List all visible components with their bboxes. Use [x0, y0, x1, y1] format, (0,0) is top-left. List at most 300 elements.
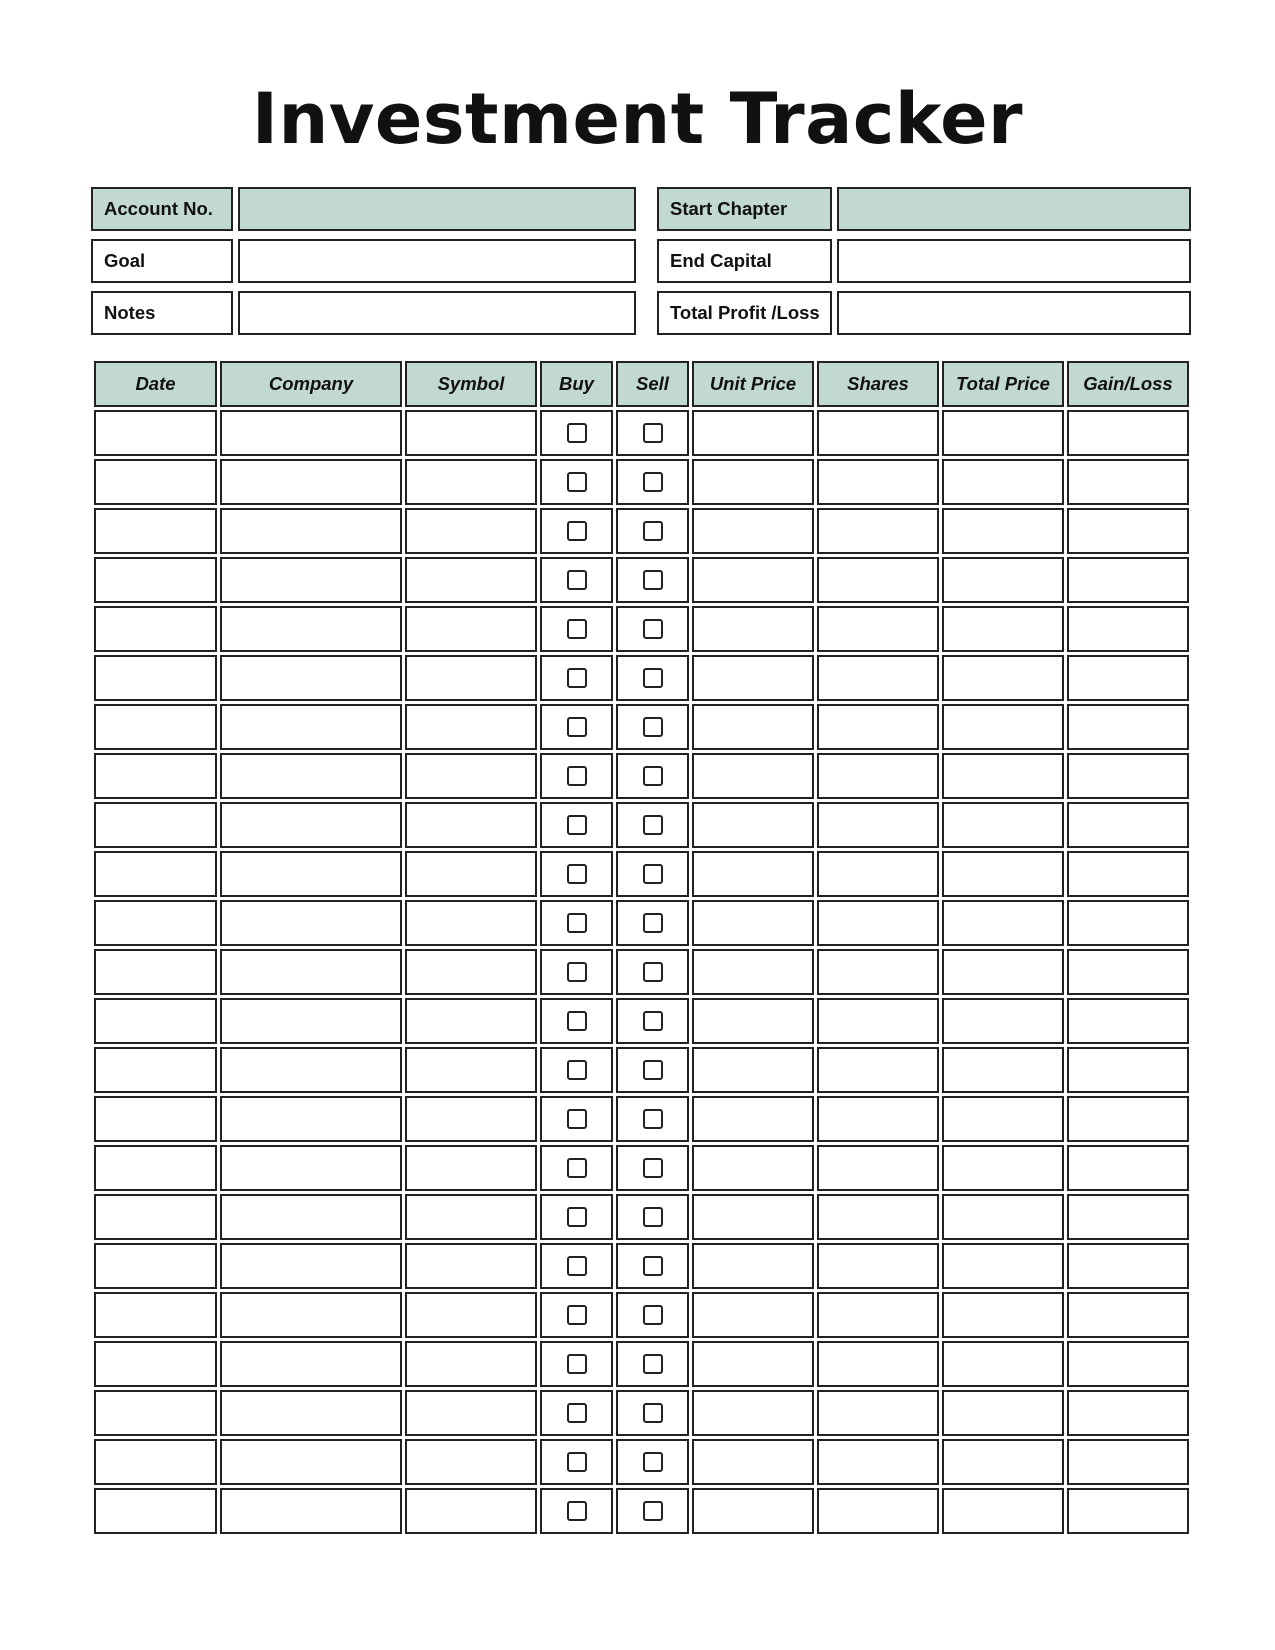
buy-cell[interactable]	[540, 851, 613, 897]
unit-price-cell[interactable]	[692, 508, 814, 554]
unit-price-cell[interactable]	[692, 1341, 814, 1387]
unit-price-cell[interactable]	[692, 1439, 814, 1485]
buy-checkbox[interactable]	[567, 962, 587, 982]
unit-price-cell[interactable]	[692, 1047, 814, 1093]
company-cell[interactable]	[220, 1341, 402, 1387]
buy-cell[interactable]	[540, 1243, 613, 1289]
gain-loss-cell[interactable]	[1067, 1488, 1189, 1534]
total-price-cell[interactable]	[942, 1488, 1064, 1534]
col-header-shares: Shares	[817, 361, 939, 407]
buy-cell[interactable]	[540, 998, 613, 1044]
buy-cell[interactable]	[540, 1341, 613, 1387]
date-cell[interactable]	[94, 606, 217, 652]
info-row-goal	[91, 239, 636, 285]
unit-price-cell[interactable]	[692, 557, 814, 603]
buy-cell[interactable]	[540, 459, 613, 505]
total-price-cell[interactable]	[942, 753, 1064, 799]
total-price-cell[interactable]	[942, 949, 1064, 995]
sell-cell[interactable]	[616, 1390, 689, 1436]
company-cell[interactable]	[220, 1292, 402, 1338]
shares-cell[interactable]	[817, 557, 939, 603]
sell-checkbox[interactable]	[643, 1403, 663, 1423]
sell-cell[interactable]	[616, 1341, 689, 1387]
shares-cell[interactable]	[817, 1047, 939, 1093]
shares-cell[interactable]	[817, 753, 939, 799]
company-cell[interactable]	[220, 949, 402, 995]
end-capital-label: End Capital	[657, 239, 832, 283]
gain-loss-cell[interactable]	[1067, 655, 1189, 701]
total-price-cell[interactable]	[942, 1194, 1064, 1240]
symbol-cell[interactable]	[405, 1292, 537, 1338]
buy-cell[interactable]	[540, 1439, 613, 1485]
company-cell[interactable]	[220, 704, 402, 750]
total-price-cell[interactable]	[942, 1390, 1064, 1436]
shares-cell[interactable]	[817, 1194, 939, 1240]
shares-cell[interactable]	[817, 1488, 939, 1534]
gain-loss-cell[interactable]	[1067, 1096, 1189, 1142]
col-header-company: Company	[220, 361, 402, 407]
buy-checkbox[interactable]	[567, 913, 587, 933]
buy-cell[interactable]	[540, 1194, 613, 1240]
total-profit-loss-label: Total Profit /Loss	[657, 291, 832, 335]
buy-checkbox[interactable]	[567, 766, 587, 786]
sell-cell[interactable]	[616, 1292, 689, 1338]
shares-cell[interactable]	[817, 459, 939, 505]
company-cell[interactable]	[220, 1243, 402, 1289]
gain-loss-cell[interactable]	[1067, 557, 1189, 603]
total-price-cell[interactable]	[942, 459, 1064, 505]
buy-checkbox[interactable]	[567, 815, 587, 835]
shares-cell[interactable]	[817, 1341, 939, 1387]
date-cell[interactable]	[94, 557, 217, 603]
start-chapter-field[interactable]	[837, 187, 1191, 231]
sell-checkbox[interactable]	[643, 913, 663, 933]
sell-checkbox[interactable]	[643, 815, 663, 835]
sell-checkbox[interactable]	[643, 472, 663, 492]
sell-checkbox[interactable]	[643, 521, 663, 541]
gain-loss-cell[interactable]	[1067, 1194, 1189, 1240]
company-cell[interactable]	[220, 459, 402, 505]
total-price-cell[interactable]	[942, 704, 1064, 750]
gain-loss-cell[interactable]	[1067, 1341, 1189, 1387]
sell-cell[interactable]	[616, 410, 689, 456]
gain-loss-cell[interactable]	[1067, 704, 1189, 750]
col-header-gain-loss: Gain/Loss	[1067, 361, 1189, 407]
date-cell[interactable]	[94, 1390, 217, 1436]
unit-price-cell[interactable]	[692, 949, 814, 995]
account-no-field[interactable]	[238, 187, 636, 231]
date-cell[interactable]	[94, 1047, 217, 1093]
symbol-cell[interactable]	[405, 851, 537, 897]
company-cell[interactable]	[220, 655, 402, 701]
col-header-total-price: Total Price	[942, 361, 1064, 407]
company-cell[interactable]	[220, 1194, 402, 1240]
table-header-row	[94, 361, 1189, 407]
gain-loss-cell[interactable]	[1067, 508, 1189, 554]
notes-field[interactable]	[238, 291, 636, 335]
company-cell[interactable]	[220, 851, 402, 897]
shares-cell[interactable]	[817, 655, 939, 701]
info-row-total-profit	[657, 291, 1191, 337]
buy-cell[interactable]	[540, 1488, 613, 1534]
sell-cell[interactable]	[616, 704, 689, 750]
symbol-cell[interactable]	[405, 1145, 537, 1191]
total-price-cell[interactable]	[942, 557, 1064, 603]
unit-price-cell[interactable]	[692, 606, 814, 652]
date-cell[interactable]	[94, 900, 217, 946]
unit-price-cell[interactable]	[692, 1145, 814, 1191]
buy-cell[interactable]	[540, 1047, 613, 1093]
buy-checkbox[interactable]	[567, 1354, 587, 1374]
buy-cell[interactable]	[540, 508, 613, 554]
table-row	[94, 704, 1189, 750]
col-header-buy: Buy	[540, 361, 613, 407]
sell-checkbox[interactable]	[643, 619, 663, 639]
date-cell[interactable]	[94, 655, 217, 701]
buy-checkbox[interactable]	[567, 423, 587, 443]
symbol-cell[interactable]	[405, 1096, 537, 1142]
total-price-cell[interactable]	[942, 655, 1064, 701]
table-row	[94, 1292, 1189, 1338]
table-row	[94, 1047, 1189, 1093]
total-price-cell[interactable]	[942, 606, 1064, 652]
shares-cell[interactable]	[817, 802, 939, 848]
gain-loss-cell[interactable]	[1067, 459, 1189, 505]
unit-price-cell[interactable]	[692, 1292, 814, 1338]
col-header-unit-price: Unit Price	[692, 361, 814, 407]
buy-cell[interactable]	[540, 900, 613, 946]
company-cell[interactable]	[220, 1047, 402, 1093]
table-row	[94, 557, 1189, 603]
date-cell[interactable]	[94, 1194, 217, 1240]
sell-checkbox[interactable]	[643, 1207, 663, 1227]
gain-loss-cell[interactable]	[1067, 1243, 1189, 1289]
symbol-cell[interactable]	[405, 655, 537, 701]
table-row	[94, 949, 1189, 995]
sell-checkbox[interactable]	[643, 570, 663, 590]
symbol-cell[interactable]	[405, 998, 537, 1044]
table-row	[94, 1243, 1189, 1289]
total-price-cell[interactable]	[942, 998, 1064, 1044]
sell-checkbox[interactable]	[643, 1354, 663, 1374]
gain-loss-cell[interactable]	[1067, 1145, 1189, 1191]
sell-checkbox[interactable]	[643, 1158, 663, 1178]
total-price-cell[interactable]	[942, 410, 1064, 456]
shares-cell[interactable]	[817, 704, 939, 750]
shares-cell[interactable]	[817, 1439, 939, 1485]
gain-loss-cell[interactable]	[1067, 410, 1189, 456]
total-price-cell[interactable]	[942, 802, 1064, 848]
unit-price-cell[interactable]	[692, 1243, 814, 1289]
shares-cell[interactable]	[817, 1145, 939, 1191]
sell-cell[interactable]	[616, 802, 689, 848]
buy-cell[interactable]	[540, 949, 613, 995]
unit-price-cell[interactable]	[692, 704, 814, 750]
buy-cell[interactable]	[540, 1390, 613, 1436]
company-cell[interactable]	[220, 998, 402, 1044]
date-cell[interactable]	[94, 1341, 217, 1387]
date-cell[interactable]	[94, 1292, 217, 1338]
symbol-cell[interactable]	[405, 949, 537, 995]
date-cell[interactable]	[94, 998, 217, 1044]
total-price-cell[interactable]	[942, 1096, 1064, 1142]
sell-checkbox[interactable]	[643, 864, 663, 884]
info-row-account	[91, 187, 636, 233]
company-cell[interactable]	[220, 508, 402, 554]
date-cell[interactable]	[94, 753, 217, 799]
total-price-cell[interactable]	[942, 1047, 1064, 1093]
total-price-cell[interactable]	[942, 851, 1064, 897]
sell-checkbox[interactable]	[643, 1109, 663, 1129]
unit-price-cell[interactable]	[692, 655, 814, 701]
table-row	[94, 802, 1189, 848]
buy-cell[interactable]	[540, 606, 613, 652]
goal-field[interactable]	[238, 239, 636, 283]
col-header-sell: Sell	[616, 361, 689, 407]
start-chapter-label: Start Chapter	[657, 187, 832, 231]
shares-cell[interactable]	[817, 998, 939, 1044]
company-cell[interactable]	[220, 410, 402, 456]
info-row-start-chapter	[657, 187, 1191, 233]
notes-label: Notes	[91, 291, 233, 335]
total-profit-loss-field[interactable]	[837, 291, 1191, 335]
company-cell[interactable]	[220, 1096, 402, 1142]
account-no-label: Account No.	[91, 187, 233, 231]
buy-checkbox[interactable]	[567, 1452, 587, 1472]
shares-cell[interactable]	[817, 1390, 939, 1436]
sell-checkbox[interactable]	[643, 1501, 663, 1521]
shares-cell[interactable]	[817, 1096, 939, 1142]
unit-price-cell[interactable]	[692, 1096, 814, 1142]
unit-price-cell[interactable]	[692, 998, 814, 1044]
sell-cell[interactable]	[616, 1096, 689, 1142]
unit-price-cell[interactable]	[692, 1194, 814, 1240]
gain-loss-cell[interactable]	[1067, 1047, 1189, 1093]
total-price-cell[interactable]	[942, 900, 1064, 946]
unit-price-cell[interactable]	[692, 851, 814, 897]
total-price-cell[interactable]	[942, 508, 1064, 554]
sell-checkbox[interactable]	[643, 1452, 663, 1472]
buy-cell[interactable]	[540, 802, 613, 848]
sell-checkbox[interactable]	[643, 717, 663, 737]
sell-cell[interactable]	[616, 1439, 689, 1485]
symbol-cell[interactable]	[405, 508, 537, 554]
buy-checkbox[interactable]	[567, 472, 587, 492]
end-capital-field[interactable]	[837, 239, 1191, 283]
sell-checkbox[interactable]	[643, 1305, 663, 1325]
sell-checkbox[interactable]	[643, 423, 663, 443]
sell-cell[interactable]	[616, 655, 689, 701]
table-row	[94, 655, 1189, 701]
symbol-cell[interactable]	[405, 459, 537, 505]
symbol-cell[interactable]	[405, 1047, 537, 1093]
shares-cell[interactable]	[817, 1292, 939, 1338]
unit-price-cell[interactable]	[692, 1488, 814, 1534]
gain-loss-cell[interactable]	[1067, 1439, 1189, 1485]
buy-cell[interactable]	[540, 655, 613, 701]
gain-loss-cell[interactable]	[1067, 802, 1189, 848]
buy-checkbox[interactable]	[567, 1011, 587, 1031]
buy-checkbox[interactable]	[567, 1256, 587, 1276]
date-cell[interactable]	[94, 459, 217, 505]
table-row	[94, 1488, 1189, 1534]
buy-cell[interactable]	[540, 1145, 613, 1191]
table-row	[94, 1145, 1189, 1191]
sell-checkbox[interactable]	[643, 1011, 663, 1031]
symbol-cell[interactable]	[405, 1439, 537, 1485]
sell-cell[interactable]	[616, 998, 689, 1044]
table-row	[94, 1194, 1189, 1240]
date-cell[interactable]	[94, 1243, 217, 1289]
symbol-cell[interactable]	[405, 802, 537, 848]
gain-loss-cell[interactable]	[1067, 1390, 1189, 1436]
table-row	[94, 606, 1189, 652]
symbol-cell[interactable]	[405, 1390, 537, 1436]
date-cell[interactable]	[94, 1145, 217, 1191]
buy-cell[interactable]	[540, 410, 613, 456]
buy-checkbox[interactable]	[567, 1207, 587, 1227]
gain-loss-cell[interactable]	[1067, 851, 1189, 897]
table-row	[94, 998, 1189, 1044]
symbol-cell[interactable]	[405, 753, 537, 799]
total-price-cell[interactable]	[942, 1243, 1064, 1289]
sell-cell[interactable]	[616, 851, 689, 897]
company-cell[interactable]	[220, 900, 402, 946]
unit-price-cell[interactable]	[692, 900, 814, 946]
sell-cell[interactable]	[616, 900, 689, 946]
sell-cell[interactable]	[616, 606, 689, 652]
shares-cell[interactable]	[817, 851, 939, 897]
table-row	[94, 851, 1189, 897]
total-price-cell[interactable]	[942, 1292, 1064, 1338]
company-cell[interactable]	[220, 557, 402, 603]
col-header-date: Date	[94, 361, 217, 407]
buy-cell[interactable]	[540, 753, 613, 799]
sell-cell[interactable]	[616, 508, 689, 554]
unit-price-cell[interactable]	[692, 1390, 814, 1436]
sell-cell[interactable]	[616, 1194, 689, 1240]
total-price-cell[interactable]	[942, 1145, 1064, 1191]
shares-cell[interactable]	[817, 900, 939, 946]
info-row-end-capital	[657, 239, 1191, 285]
date-cell[interactable]	[94, 704, 217, 750]
table-row	[94, 1390, 1189, 1436]
buy-checkbox[interactable]	[567, 521, 587, 541]
company-cell[interactable]	[220, 1390, 402, 1436]
date-cell[interactable]	[94, 802, 217, 848]
buy-cell[interactable]	[540, 1096, 613, 1142]
total-price-cell[interactable]	[942, 1439, 1064, 1485]
shares-cell[interactable]	[817, 606, 939, 652]
symbol-cell[interactable]	[405, 557, 537, 603]
sell-checkbox[interactable]	[643, 962, 663, 982]
sell-cell[interactable]	[616, 1145, 689, 1191]
buy-checkbox[interactable]	[567, 570, 587, 590]
company-cell[interactable]	[220, 606, 402, 652]
date-cell[interactable]	[94, 1439, 217, 1485]
buy-checkbox[interactable]	[567, 717, 587, 737]
gain-loss-cell[interactable]	[1067, 998, 1189, 1044]
unit-price-cell[interactable]	[692, 753, 814, 799]
gain-loss-cell[interactable]	[1067, 1292, 1189, 1338]
shares-cell[interactable]	[817, 508, 939, 554]
unit-price-cell[interactable]	[692, 802, 814, 848]
date-cell[interactable]	[94, 1096, 217, 1142]
shares-cell[interactable]	[817, 410, 939, 456]
buy-checkbox[interactable]	[567, 1158, 587, 1178]
buy-checkbox[interactable]	[567, 1060, 587, 1080]
table-body	[94, 410, 1189, 1534]
sell-checkbox[interactable]	[643, 1256, 663, 1276]
total-price-cell[interactable]	[942, 1341, 1064, 1387]
sell-cell[interactable]	[616, 557, 689, 603]
sell-checkbox[interactable]	[643, 1060, 663, 1080]
company-cell[interactable]	[220, 1145, 402, 1191]
gain-loss-cell[interactable]	[1067, 949, 1189, 995]
symbol-cell[interactable]	[405, 1488, 537, 1534]
shares-cell[interactable]	[817, 1243, 939, 1289]
table-row	[94, 1096, 1189, 1142]
symbol-cell[interactable]	[405, 1194, 537, 1240]
gain-loss-cell[interactable]	[1067, 753, 1189, 799]
sell-cell[interactable]	[616, 1047, 689, 1093]
buy-checkbox[interactable]	[567, 1305, 587, 1325]
buy-checkbox[interactable]	[567, 1403, 587, 1423]
buy-cell[interactable]	[540, 557, 613, 603]
unit-price-cell[interactable]	[692, 459, 814, 505]
buy-checkbox[interactable]	[567, 1109, 587, 1129]
date-cell[interactable]	[94, 508, 217, 554]
company-cell[interactable]	[220, 1439, 402, 1485]
table-row	[94, 900, 1189, 946]
buy-checkbox[interactable]	[567, 668, 587, 688]
goal-label: Goal	[91, 239, 233, 283]
gain-loss-cell[interactable]	[1067, 900, 1189, 946]
sell-cell[interactable]	[616, 753, 689, 799]
symbol-cell[interactable]	[405, 410, 537, 456]
symbol-cell[interactable]	[405, 1341, 537, 1387]
symbol-cell[interactable]	[405, 1243, 537, 1289]
gain-loss-cell[interactable]	[1067, 606, 1189, 652]
table-row	[94, 1439, 1189, 1485]
sell-cell[interactable]	[616, 459, 689, 505]
company-cell[interactable]	[220, 753, 402, 799]
buy-cell[interactable]	[540, 704, 613, 750]
table-row	[94, 1341, 1189, 1387]
date-cell[interactable]	[94, 949, 217, 995]
sell-cell[interactable]	[616, 1488, 689, 1534]
buy-checkbox[interactable]	[567, 1501, 587, 1521]
buy-checkbox[interactable]	[567, 619, 587, 639]
company-cell[interactable]	[220, 802, 402, 848]
buy-checkbox[interactable]	[567, 864, 587, 884]
date-cell[interactable]	[94, 1488, 217, 1534]
symbol-cell[interactable]	[405, 900, 537, 946]
buy-cell[interactable]	[540, 1292, 613, 1338]
date-cell[interactable]	[94, 851, 217, 897]
sell-checkbox[interactable]	[643, 766, 663, 786]
shares-cell[interactable]	[817, 949, 939, 995]
sell-cell[interactable]	[616, 949, 689, 995]
date-cell[interactable]	[94, 410, 217, 456]
sell-checkbox[interactable]	[643, 668, 663, 688]
table-row	[94, 753, 1189, 799]
symbol-cell[interactable]	[405, 606, 537, 652]
unit-price-cell[interactable]	[692, 410, 814, 456]
sell-cell[interactable]	[616, 1243, 689, 1289]
company-cell[interactable]	[220, 1488, 402, 1534]
symbol-cell[interactable]	[405, 704, 537, 750]
